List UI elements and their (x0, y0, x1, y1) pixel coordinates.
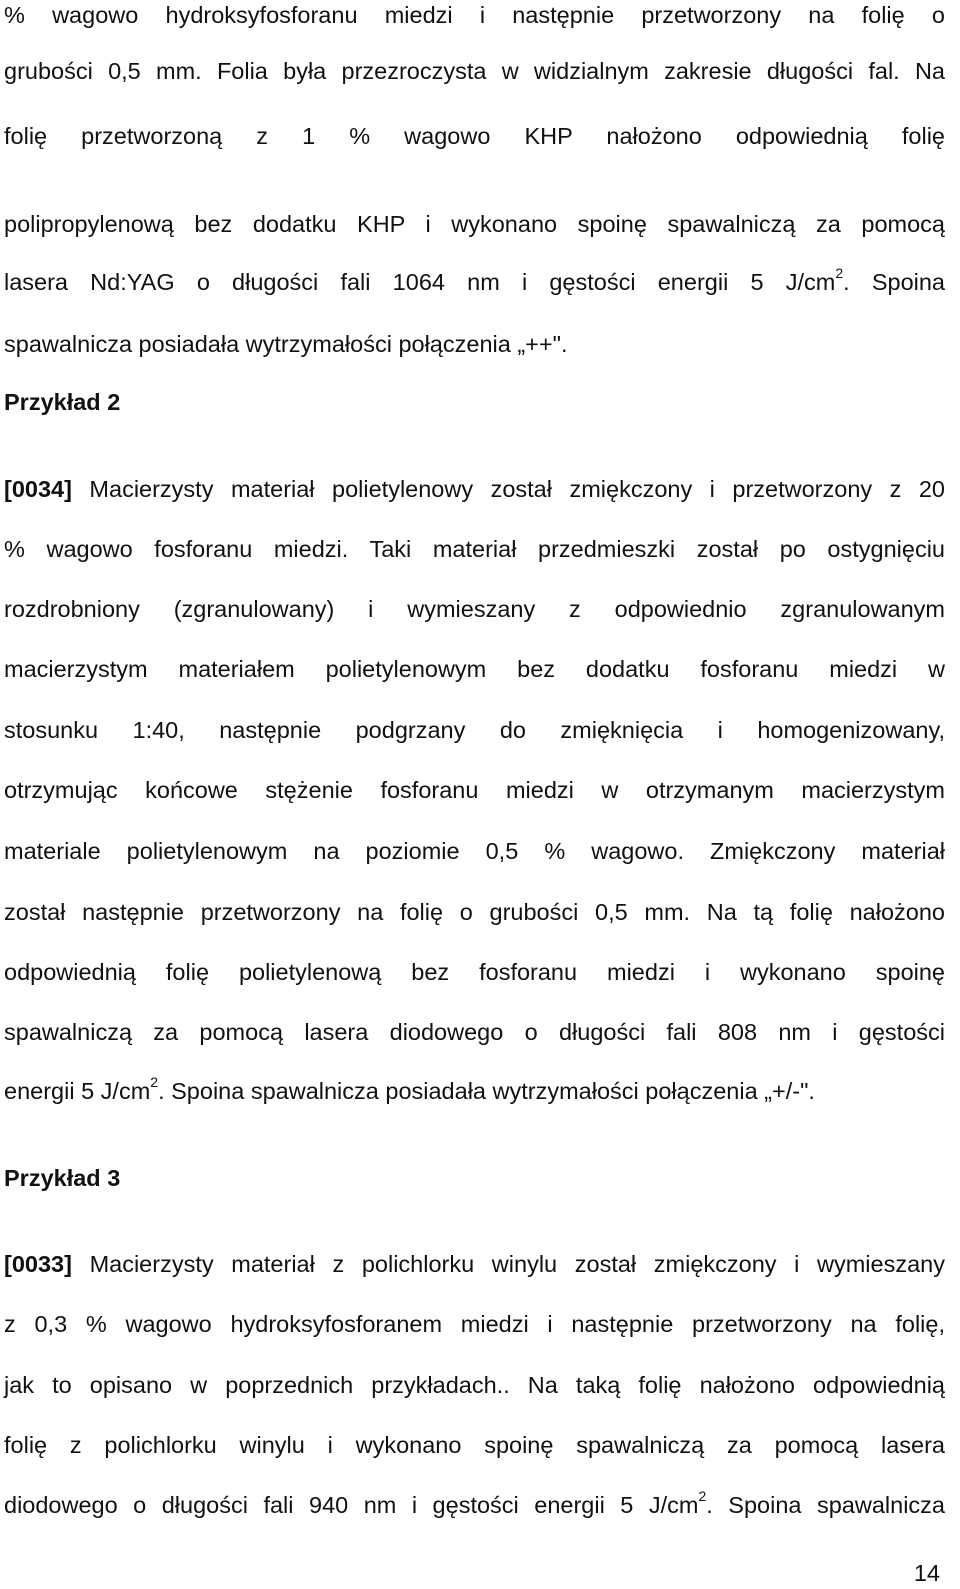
paragraph-line: otrzymując końcowe stężenie fosforanu miedzi w otrzymanym macierzystym (4, 777, 945, 803)
paragraph-number: [0033] (4, 1251, 72, 1277)
text-segment: energii 5 J/cm (4, 1078, 151, 1104)
paragraph-number: [0034] (4, 476, 72, 502)
paragraph-line: rozdrobniony (zgranulowany) i wymieszany z odpowiednio zgranulowanym (4, 596, 945, 622)
text-segment: Macierzysty materiał z polichlorku winylu został zmiękczony i wymieszany (71, 1251, 945, 1277)
superscript: 2 (150, 1074, 159, 1091)
text-segment: . Spoina spawalnicza (706, 1492, 945, 1518)
text-segment: . Spoina (843, 269, 946, 295)
paragraph-line: został następnie przetworzony na folię o grubości 0,5 mm. Na tą folię nałożono (4, 899, 945, 925)
text-segment: Macierzysty materiał polietylenowy został zmiękczony i przetworzony z 20 (71, 476, 945, 502)
example-3-heading: Przykład 3 (4, 1165, 121, 1191)
paragraph-line: spawalniczą za pomocą lasera diodowego o długości fali 808 nm i gęstości (4, 1019, 945, 1045)
paragraph-line: z 0,3 % wagowo hydroksyfosforanem miedzi i następnie przetworzony na folię, (4, 1311, 945, 1337)
paragraph-line: polipropylenową bez dodatku KHP i wykonano spoinę spawalniczą za pomocą (4, 211, 945, 237)
paragraph-line: folię przetworzoną z 1 % wagowo KHP nałożono odpowiednią folię (4, 123, 945, 149)
paragraph-line: grubości 0,5 mm. Folia była przezroczysta w widzialnym zakresie długości fal. Na (4, 58, 945, 84)
paragraph-line: jak to opisano w poprzednich przykładach.. Na taką folię nałożono odpowiednią (4, 1372, 945, 1398)
example-2-heading: Przykład 2 (4, 389, 121, 415)
text-segment: diodowego o długości fali 940 nm i gęstości energii 5 J/cm (4, 1492, 699, 1518)
paragraph-line: spawalnicza posiadała wytrzymałości połączenia „++". (4, 331, 568, 357)
paragraph-line (4, 1076, 945, 1106)
text-segment: . Spoina spawalnicza posiadała wytrzymałości połączenia „+/-". (158, 1078, 815, 1104)
paragraph-line (4, 1490, 945, 1520)
paragraph-line (4, 267, 945, 297)
paragraph-line (4, 474, 945, 504)
paragraph-line: odpowiednią folię polietylenową bez fosforanu miedzi i wykonano spoinę (4, 959, 945, 985)
text-segment: lasera Nd:YAG o długości fali 1064 nm i gęstości energii 5 J/cm (4, 269, 836, 295)
paragraph-line: folię z polichlorku winylu i wykonano spoinę spawalniczą za pomocą lasera (4, 1432, 945, 1458)
paragraph-line: % wagowo fosforanu miedzi. Taki materiał przedmieszki został po ostygnięciu (4, 536, 945, 562)
superscript: 2 (698, 1488, 707, 1505)
page-number: 14 (913, 1560, 940, 1586)
paragraph-line: macierzystym materiałem polietylenowym bez dodatku fosforanu miedzi w (4, 656, 945, 682)
paragraph-line: stosunku 1:40, następnie podgrzany do zmięknięcia i homogenizowany, (4, 717, 945, 743)
paragraph-line: % wagowo hydroksyfosforanu miedzi i następnie przetworzony na folię o (4, 2, 945, 28)
superscript: 2 (835, 265, 844, 282)
paragraph-line: materiale polietylenowym na poziomie 0,5 % wagowo. Zmiękczony materiał (4, 838, 945, 864)
paragraph-line (4, 1249, 945, 1279)
